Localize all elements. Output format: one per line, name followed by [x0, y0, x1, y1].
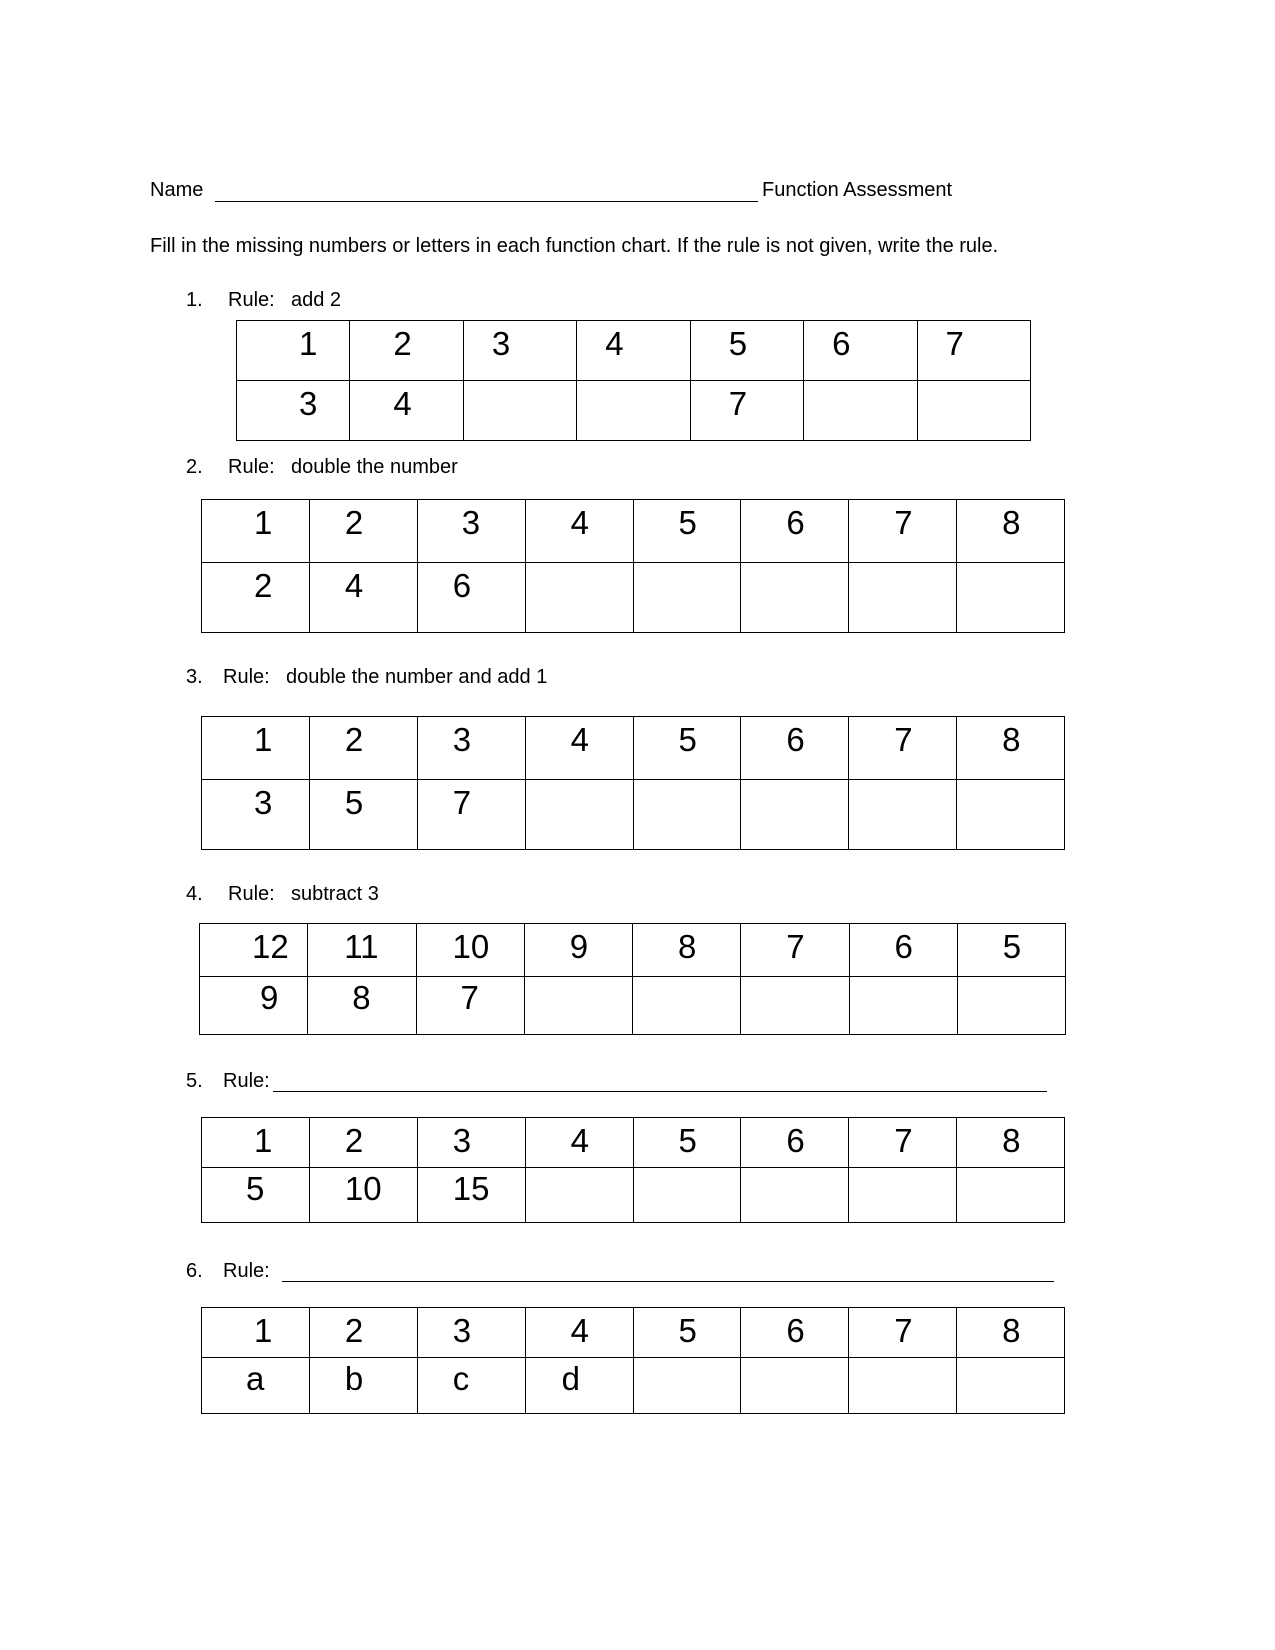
input-cell: 6	[804, 321, 917, 381]
problem-6-label	[186, 1259, 1056, 1285]
output-cell-blank[interactable]	[633, 1358, 741, 1414]
input-cell: 7	[741, 924, 849, 977]
output-cell: 3	[202, 780, 310, 850]
input-cell: 7	[917, 321, 1030, 381]
output-cell-blank[interactable]	[525, 563, 633, 633]
output-cell-blank[interactable]	[957, 1168, 1065, 1223]
output-row	[202, 563, 1065, 633]
input-cell: 1	[202, 1118, 310, 1168]
input-cell: 6	[741, 1118, 849, 1168]
output-cell-blank[interactable]	[849, 1358, 957, 1414]
input-cell: 6	[741, 717, 849, 780]
input-cell: 2	[309, 500, 417, 563]
output-cell: 7	[416, 977, 524, 1035]
instructions: Fill in the missing numbers or letters in each function chart. If the rule is not given, write the rule.	[150, 235, 999, 257]
output-cell-blank[interactable]	[633, 563, 741, 633]
input-cell: 8	[957, 500, 1065, 563]
problem-3-label	[186, 665, 686, 689]
input-cell: 6	[741, 500, 849, 563]
input-cell: 1	[237, 321, 350, 381]
output-cell: 5	[202, 1168, 310, 1223]
input-cell: 7	[849, 1308, 957, 1358]
input-cell: 8	[957, 1308, 1065, 1358]
output-row	[202, 1168, 1065, 1223]
input-cell: 3	[417, 717, 525, 780]
output-cell-blank[interactable]	[633, 977, 741, 1035]
problem-number: 6.	[186, 1260, 203, 1282]
output-cell-blank[interactable]	[525, 780, 633, 850]
rule-text: double the number	[291, 456, 458, 478]
output-cell-blank[interactable]	[741, 1168, 849, 1223]
problem-2-label	[186, 455, 586, 479]
problem-number: 1.	[186, 289, 203, 311]
input-cell: 4	[525, 1308, 633, 1358]
input-row	[202, 1118, 1065, 1168]
input-cell: 6	[849, 924, 957, 977]
output-cell: d	[525, 1358, 633, 1414]
function-chart-5	[201, 1117, 1065, 1223]
function-chart-2	[201, 499, 1065, 633]
input-cell: 7	[849, 1118, 957, 1168]
rule-label: Rule:	[223, 1070, 270, 1092]
rule-text: double the number and add 1	[286, 666, 548, 688]
output-cell-blank[interactable]	[741, 563, 849, 633]
function-chart-1	[236, 320, 1031, 441]
output-cell: 6	[417, 563, 525, 633]
rule-label: Rule:	[223, 666, 270, 688]
problem-4-label	[186, 882, 586, 906]
rule-blank-line[interactable]	[282, 1261, 1054, 1282]
rule-label: Rule:	[223, 1260, 270, 1282]
input-cell: 10	[416, 924, 524, 977]
rule-text: subtract 3	[291, 883, 379, 905]
problem-number: 5.	[186, 1070, 203, 1092]
input-cell: 5	[690, 321, 803, 381]
input-cell: 2	[350, 321, 463, 381]
output-cell: 4	[350, 381, 463, 441]
input-cell: 8	[633, 924, 741, 977]
input-cell: 11	[308, 924, 416, 977]
input-cell: 9	[524, 924, 632, 977]
function-chart-3	[201, 716, 1065, 850]
output-cell-blank[interactable]	[577, 381, 690, 441]
input-cell: 7	[849, 500, 957, 563]
rule-blank-line[interactable]	[273, 1071, 1047, 1092]
output-row	[202, 780, 1065, 850]
input-cell: 4	[525, 500, 633, 563]
function-chart-4	[199, 923, 1066, 1035]
input-cell: 2	[309, 1118, 417, 1168]
problem-number: 3.	[186, 666, 203, 688]
input-cell: 1	[202, 500, 310, 563]
output-cell-blank[interactable]	[849, 780, 957, 850]
output-cell-blank[interactable]	[957, 1358, 1065, 1414]
output-cell: 10	[309, 1168, 417, 1223]
problem-number: 2.	[186, 456, 203, 478]
input-cell: 1	[202, 1308, 310, 1358]
input-cell: 5	[633, 1118, 741, 1168]
input-cell: 5	[633, 500, 741, 563]
rule-text: add 2	[291, 289, 342, 311]
page-title: Function Assessment	[762, 179, 953, 201]
output-cell: 9	[200, 977, 308, 1035]
input-cell: 1	[202, 717, 310, 780]
input-cell: 4	[577, 321, 690, 381]
output-cell: 2	[202, 563, 310, 633]
output-cell: 8	[308, 977, 416, 1035]
input-cell: 2	[309, 717, 417, 780]
input-row	[202, 717, 1065, 780]
input-row	[202, 500, 1065, 563]
rule-label: Rule:	[228, 883, 275, 905]
output-cell-blank[interactable]	[633, 780, 741, 850]
input-row	[202, 1308, 1065, 1358]
output-row	[202, 1358, 1065, 1414]
output-cell: 5	[309, 780, 417, 850]
input-cell: 6	[741, 1308, 849, 1358]
function-chart-6	[201, 1307, 1065, 1414]
input-cell: 7	[849, 717, 957, 780]
output-cell-blank[interactable]	[917, 381, 1030, 441]
rule-label: Rule:	[228, 289, 275, 311]
output-cell: 4	[309, 563, 417, 633]
output-cell: 15	[417, 1168, 525, 1223]
input-cell: 8	[957, 717, 1065, 780]
name-label: Name	[150, 179, 204, 201]
output-cell-blank[interactable]	[957, 563, 1065, 633]
output-cell-blank[interactable]	[741, 977, 849, 1035]
output-cell: 7	[690, 381, 803, 441]
input-cell: 4	[525, 717, 633, 780]
output-cell-blank[interactable]	[525, 1168, 633, 1223]
output-cell: a	[202, 1358, 310, 1414]
output-cell: b	[309, 1358, 417, 1414]
input-cell: 2	[309, 1308, 417, 1358]
output-cell-blank[interactable]	[741, 780, 849, 850]
rule-label: Rule:	[228, 456, 275, 478]
output-cell: c	[417, 1358, 525, 1414]
output-cell-blank[interactable]	[463, 381, 576, 441]
output-cell-blank[interactable]	[741, 1358, 849, 1414]
output-cell: 7	[417, 780, 525, 850]
input-cell: 3	[463, 321, 576, 381]
input-cell: 3	[417, 500, 525, 563]
name-row	[150, 178, 758, 202]
problem-number: 4.	[186, 883, 203, 905]
output-cell-blank[interactable]	[957, 977, 1065, 1035]
problem-1-label	[186, 288, 486, 312]
input-cell: 4	[525, 1118, 633, 1168]
output-cell-blank[interactable]	[957, 780, 1065, 850]
input-cell: 5	[633, 1308, 741, 1358]
input-row	[200, 924, 1066, 977]
output-cell-blank[interactable]	[849, 563, 957, 633]
output-cell-blank[interactable]	[849, 1168, 957, 1223]
input-cell: 5	[957, 924, 1065, 977]
input-cell: 8	[957, 1118, 1065, 1168]
output-cell-blank[interactable]	[804, 381, 917, 441]
input-cell: 12	[200, 924, 308, 977]
output-cell-blank[interactable]	[524, 977, 632, 1035]
input-cell: 3	[417, 1118, 525, 1168]
input-cell: 5	[633, 717, 741, 780]
output-row	[237, 381, 1031, 441]
problem-5-label	[186, 1069, 1048, 1095]
name-blank-line[interactable]	[215, 181, 758, 202]
output-row	[200, 977, 1066, 1035]
output-cell-blank[interactable]	[849, 977, 957, 1035]
input-row	[237, 321, 1031, 381]
output-cell-blank[interactable]	[633, 1168, 741, 1223]
output-cell: 3	[237, 381, 350, 441]
input-cell: 3	[417, 1308, 525, 1358]
